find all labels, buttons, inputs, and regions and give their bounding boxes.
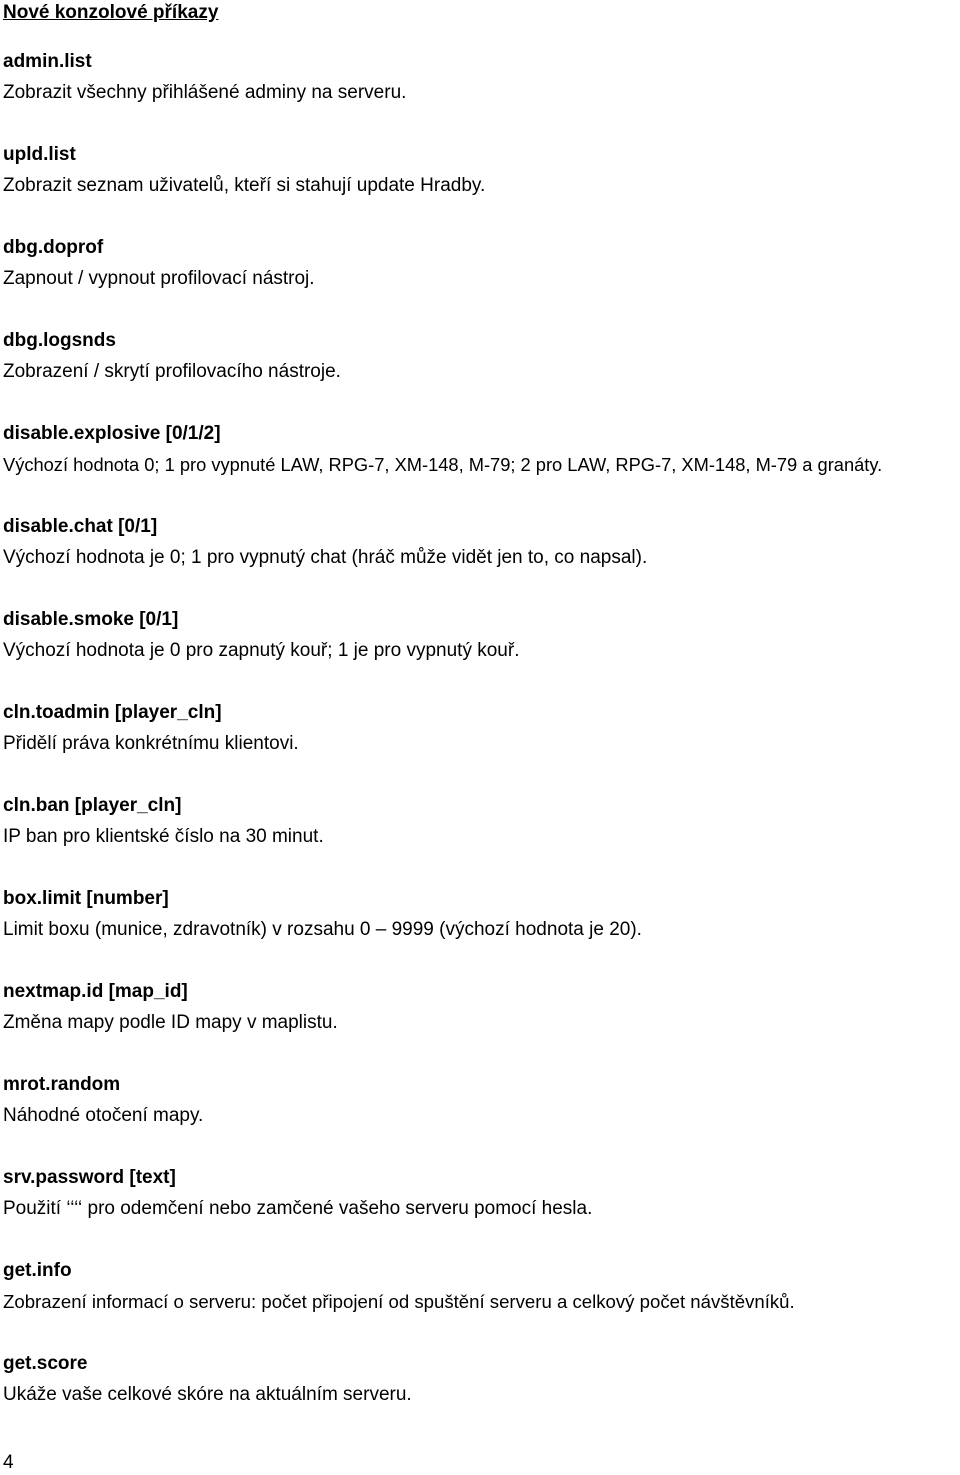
command-name: nextmap.id [map_id] [3,981,188,1002]
page-number: 4 [3,1452,14,1473]
command-name: disable.smoke [0/1] [3,609,179,630]
command-description: Náhodné otočení mapy. [3,1105,204,1126]
command-entry-cln-ban [3,794,953,849]
command-name: dbg.doprof [3,237,104,258]
command-description: Použití ‘‘‘‘ pro odemčení nebo zamčené vašeho serveru pomocí hesla. [3,1198,593,1219]
command-description: Ukáže vaše celkové skóre na aktuálním serveru. [3,1384,412,1405]
command-name: dbg.logsnds [3,330,116,351]
command-description: Zobrazit seznam uživatelů, kteří si stahují update Hradby. [3,175,486,196]
command-description: Přidělí práva konkrétnímu klientovi. [3,733,299,754]
command-name: admin.list [3,51,92,72]
command-description: Zobrazení informací o serveru: počet připojení od spuštění serveru a celkový počet návštěvníků. [3,1291,795,1312]
command-entry-disable-chat [3,515,953,570]
command-name: cln.toadmin [player_cln] [3,702,222,723]
command-name: box.limit [number] [3,888,169,909]
command-entry-disable-smoke [3,608,953,663]
command-description: IP ban pro klientské číslo na 30 minut. [3,826,324,847]
command-entry-cln-toadmin [3,701,953,756]
command-entry-mrot-random [3,1073,953,1128]
command-description: Zobrazení / skrytí profilovacího nástroje. [3,361,341,382]
command-entry-dbg-logsnds [3,329,953,384]
command-name: get.info [3,1260,72,1281]
command-name: upld.list [3,144,76,165]
command-entry-get-score [3,1352,953,1407]
command-name: cln.ban [player_cln] [3,795,182,816]
command-name: disable.explosive [0/1/2] [3,423,221,444]
command-entry-nextmap-id [3,980,953,1035]
command-description: Limit boxu (munice, zdravotník) v rozsahu 0 – 9999 (výchozí hodnota je 20). [3,919,642,940]
command-description: Výchozí hodnota 0; 1 pro vypnuté LAW, RPG-7, XM-148, M-79; 2 pro LAW, RPG-7, XM-148, M-79 a granáty. [3,454,883,475]
command-description: Zobrazit všechny přihlášené adminy na serveru. [3,82,407,103]
command-description: Výchozí hodnota je 0; 1 pro vypnutý chat (hráč může vidět jen to, co napsal). [3,547,648,568]
command-entry-dbg-doprof [3,236,953,291]
command-description: Zapnout / vypnout profilovací nástroj. [3,268,315,289]
command-entry-admin-list [3,50,953,105]
command-entry-box-limit [3,887,953,942]
command-description: Změna mapy podle ID mapy v maplistu. [3,1012,338,1033]
command-name: disable.chat [0/1] [3,516,158,537]
command-entry-disable-explosive [3,422,953,477]
command-name: srv.password [text] [3,1167,176,1188]
command-entry-get-info [3,1259,953,1314]
page-heading: Nové konzolové příkazy [3,2,219,23]
command-description: Výchozí hodnota je 0 pro zapnutý kouř; 1 je pro vypnutý kouř. [3,640,520,661]
command-entry-srv-password [3,1166,953,1221]
command-name: get.score [3,1353,88,1374]
command-name: mrot.random [3,1074,121,1095]
command-entry-upld-list [3,143,953,198]
